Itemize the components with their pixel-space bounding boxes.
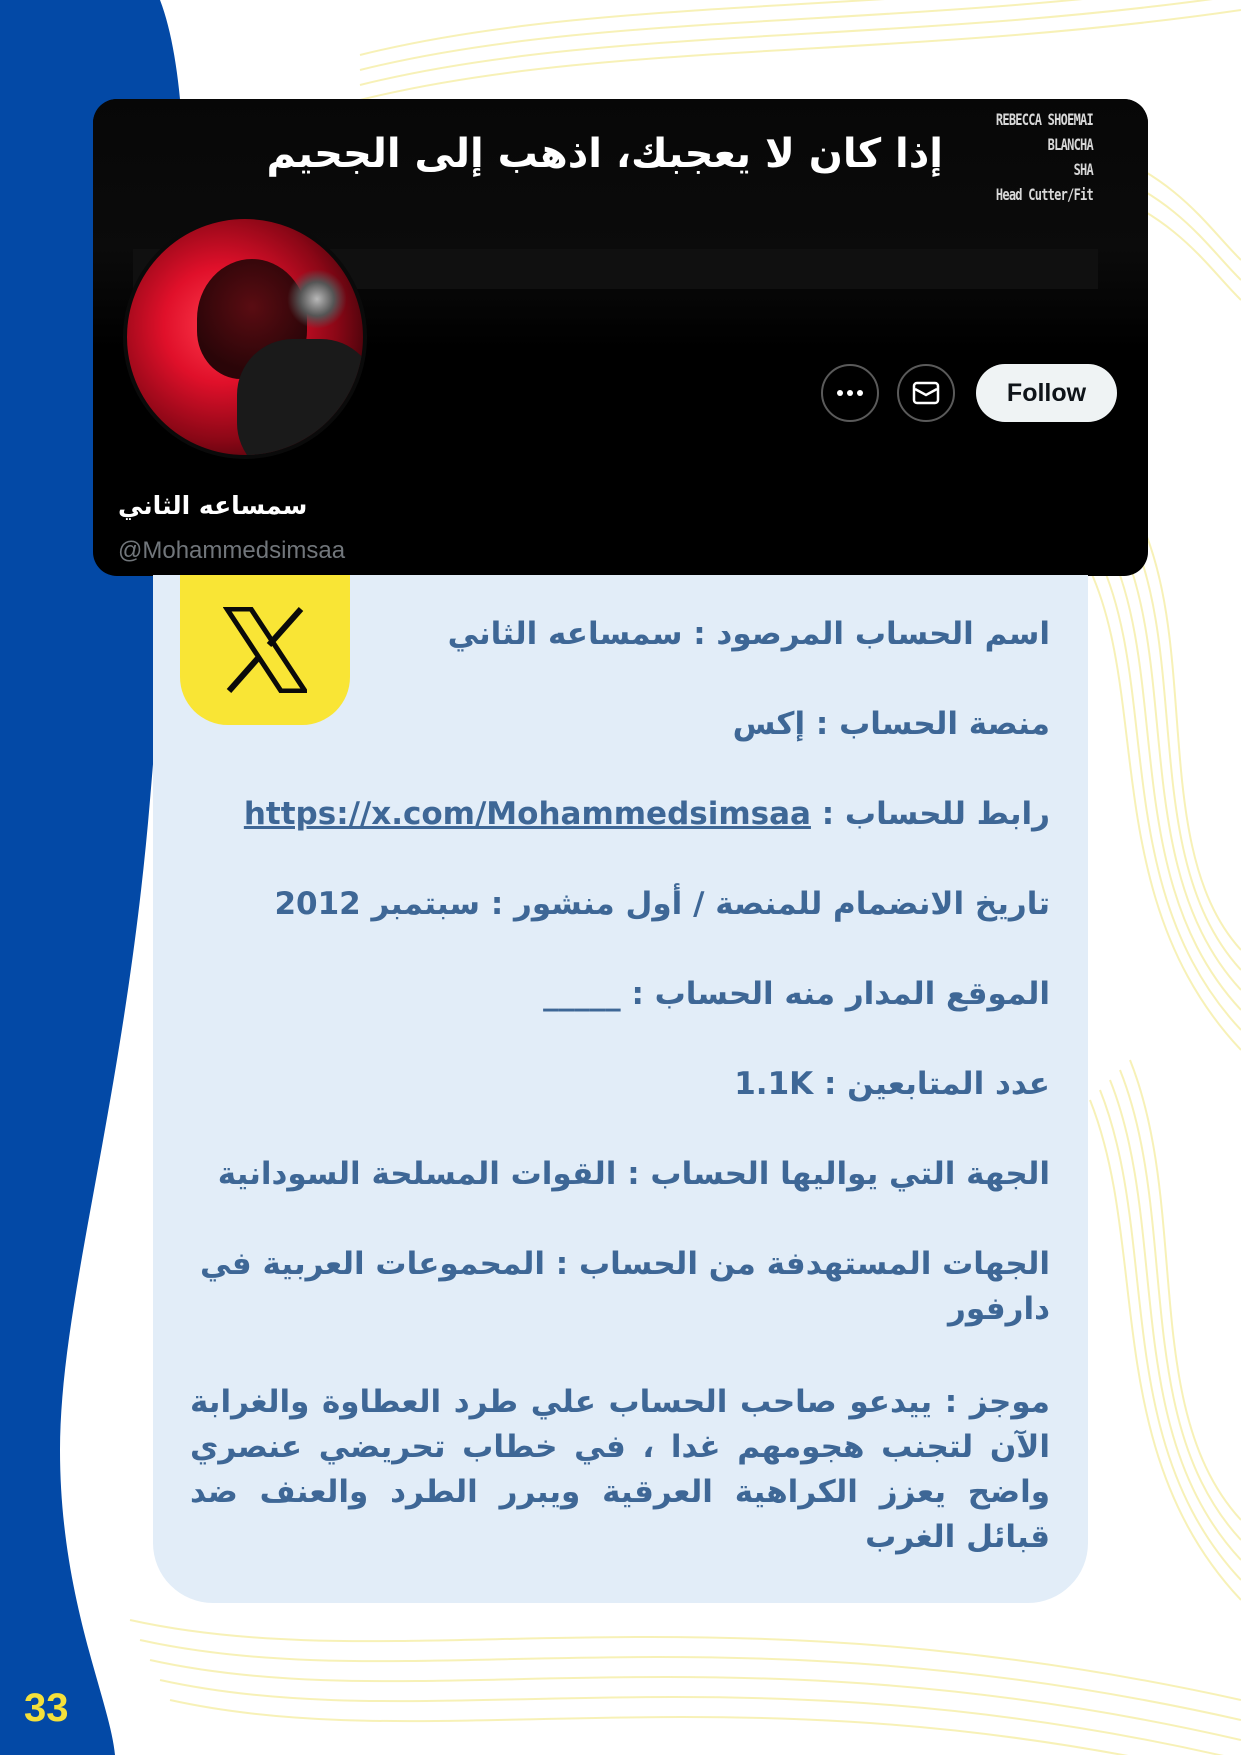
message-button[interactable]: [897, 364, 955, 422]
banner-credit-line: Head Cutter/Fit: [995, 185, 1093, 204]
banner-caption: إذا كان لا يعجبك، اذهب إلى الجحيم: [266, 131, 943, 177]
info-summary: موجز : ييدعو صاحب الحساب علي طرد العطاوة والغرابة الآن لتجنب هجومهم غدا ، في خطاب تحريضي عنصري واضح يعزز الكراهية العرقية ويبرر الطرد والعنف ضد قبائل الغرب: [190, 1384, 1050, 1555]
avatar-figure-shadow: [237, 339, 367, 459]
banner-credit-line: REBECCA SHOEMAI: [995, 110, 1093, 129]
info-affiliation: الجهة التي يواليها الحساب : القوات المسلحة السودانية: [217, 1156, 1050, 1192]
profile-handle: @Mohammedsimsaa: [118, 537, 346, 564]
info-join-date: تاريخ الانضمام للمنصة / أول منشور : سبتمبر 2012: [274, 886, 1050, 922]
avatar[interactable]: [123, 215, 367, 459]
x-logo-icon: [223, 607, 307, 693]
info-targets: الجهات المستهدفة من الحساب : المحموعات العربية في دارفور: [200, 1246, 1050, 1327]
page-number: 33: [24, 1686, 69, 1730]
profile-header-card: [93, 99, 1148, 576]
info-platform: منصة الحساب : إكس: [732, 706, 1050, 742]
profile-display-name: سمساعه الثاني: [118, 491, 308, 520]
more-icon: [836, 389, 864, 397]
more-options-button[interactable]: [821, 364, 879, 422]
platform-badge: [180, 575, 350, 725]
info-followers: عدد المتابعين : 1.1K: [734, 1066, 1050, 1102]
banner-credit-line: SHA: [1073, 160, 1093, 179]
avatar-lights: [287, 269, 347, 329]
info-link-label: رابط للحساب :: [810, 796, 1050, 832]
follow-button[interactable]: Follow: [976, 364, 1117, 422]
banner-credit-line: BLANCHA: [1047, 135, 1093, 154]
envelope-icon: [912, 381, 940, 405]
info-account-link-row: [244, 792, 1050, 837]
info-location: الموقع المدار منه الحساب : _____: [543, 976, 1050, 1012]
info-account-name: اسم الحساب المرصود : سمساعه الثاني: [447, 616, 1050, 652]
banner-credits: [943, 107, 1093, 207]
account-link[interactable]: https://x.com/Mohammedsimsaa: [243, 796, 811, 832]
